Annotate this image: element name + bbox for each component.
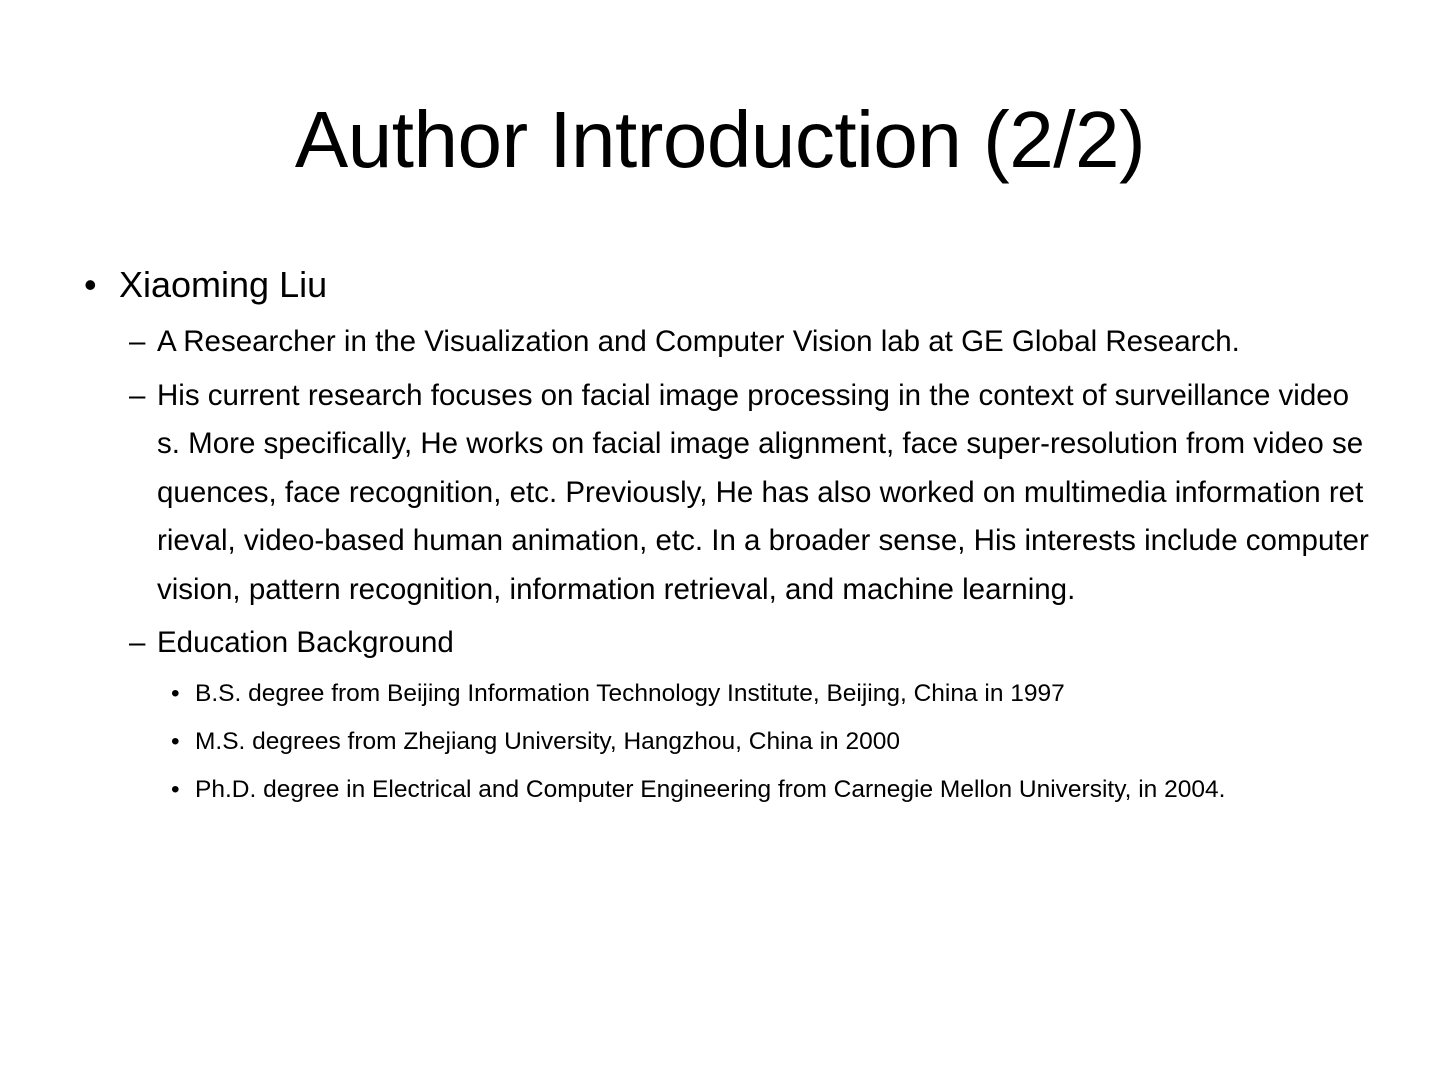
- education-heading: Education Background: [157, 626, 454, 659]
- bullet-marker: •: [84, 264, 97, 305]
- dash-marker: –: [129, 378, 146, 412]
- bullet-author-name: [80, 262, 1370, 308]
- education-text: Ph.D. degree in Electrical and Computer Engineering from Carnegie Mellon University, in 2004.: [195, 775, 1226, 803]
- research-text: His current research focuses on facial image processing in the context of surveillance videos. More specifically, He works on facial image alignment, face super-resolution from video sequences, face recognition, etc. Previously, He has also worked on multimedia information retrieval, video-based human animation, etc. In a broader sense, His interests include computer vision, pattern recognition, information retrieval, and machine learning.: [157, 378, 1369, 606]
- slide-title: Author Introduction (2/2): [294, 95, 1146, 184]
- slide-body: [80, 262, 1370, 817]
- bullet-marker: •: [171, 679, 180, 707]
- bullet-research: [129, 372, 1370, 615]
- position-text: A Researcher in the Visualization and Computer Vision lab at GE Global Research.: [157, 325, 1240, 358]
- bullet-position: [129, 318, 1370, 367]
- dash-marker: –: [129, 325, 146, 358]
- education-item-bs: [171, 673, 1370, 715]
- bullet-education-heading: [129, 619, 1370, 668]
- bullet-marker: •: [171, 775, 180, 803]
- education-item-ms: [171, 721, 1370, 763]
- education-text: M.S. degrees from Zhejiang University, Hangzhou, China in 2000: [195, 727, 900, 755]
- author-name: Xiaoming Liu: [119, 264, 328, 305]
- education-text: B.S. degree from Beijing Information Technology Institute, Beijing, China in 1997: [195, 679, 1065, 707]
- education-item-phd: [171, 769, 1370, 811]
- bullet-marker: •: [171, 727, 180, 755]
- dash-marker: –: [129, 626, 146, 659]
